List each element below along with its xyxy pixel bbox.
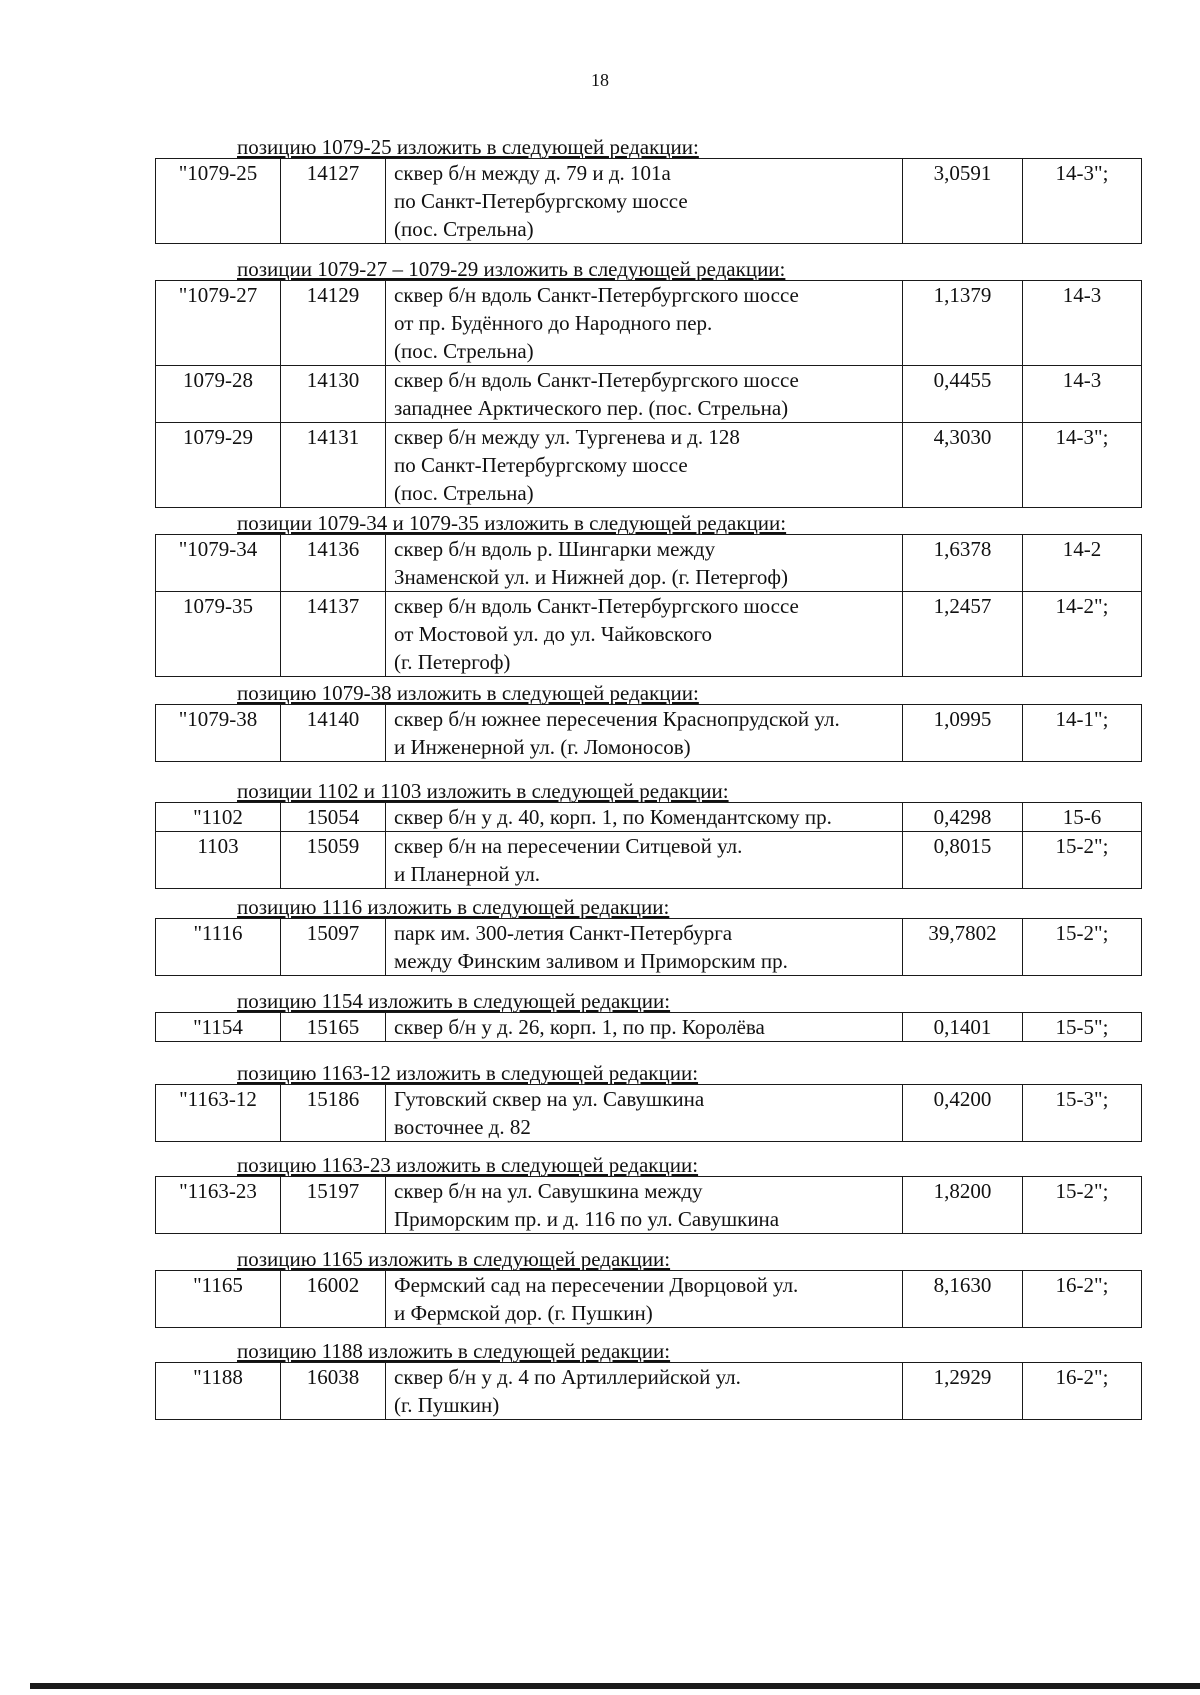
object-name-cell: [386, 803, 903, 832]
object-name-line: сквер б/н на ул. Савушкина между: [394, 1179, 703, 1203]
section-caption: позиции 1102 и 1103 изложить в следующей редакции:: [237, 779, 729, 803]
object-name-line: сквер б/н у д. 4 по Артиллерийской ул.: [394, 1365, 741, 1389]
object-name-line: парк им. 300-летия Санкт-Петербурга: [394, 921, 733, 945]
area-cell: 0,4200: [903, 1085, 1023, 1142]
object-name-line: западнее Арктического пер. (пос. Стрельна): [394, 396, 789, 420]
zone-cell: 14-3: [1023, 366, 1142, 423]
object-code-cell: 14130: [281, 366, 386, 423]
zone-cell: 15-2";: [1023, 832, 1142, 889]
amendment-section: [155, 1340, 1140, 1420]
object-name-line: сквер б/н южнее пересечения Краснопрудской ул.: [394, 707, 840, 731]
object-code-cell: 15054: [281, 803, 386, 832]
object-name-line: (пос. Стрельна): [394, 481, 534, 505]
page-number: 18: [591, 70, 609, 90]
position-number-cell: "1165: [156, 1271, 281, 1328]
position-number-cell: 1079-29: [156, 423, 281, 508]
object-name-line: по Санкт-Петербургскому шоссе: [394, 453, 688, 477]
amendment-section: [155, 682, 1140, 762]
object-name-line: Приморским пр. и д. 116 по ул. Савушкина: [394, 1207, 780, 1231]
object-name-line: (г. Пушкин): [394, 1393, 500, 1417]
amendment-table: [155, 802, 1142, 889]
zone-cell: 14-2";: [1023, 592, 1142, 677]
position-number-cell: "1154: [156, 1013, 281, 1042]
area-cell: 1,2457: [903, 592, 1023, 677]
object-code-cell: 16002: [281, 1271, 386, 1328]
object-name-cell: [386, 281, 903, 366]
section-caption: позиции 1079-27 – 1079-29 изложить в следующей редакции:: [237, 257, 786, 281]
position-number-cell: "1079-34: [156, 535, 281, 592]
object-name-line: сквер б/н вдоль Санкт-Петербургского шоссе: [394, 283, 799, 307]
table-row: [156, 423, 1142, 508]
object-code-cell: 14129: [281, 281, 386, 366]
zone-cell: 14-2: [1023, 535, 1142, 592]
table-row: [156, 535, 1142, 592]
object-name-line: сквер б/н вдоль Санкт-Петербургского шоссе: [394, 368, 799, 392]
object-name-cell: [386, 832, 903, 889]
amendment-table: [155, 704, 1142, 762]
area-cell: 0,8015: [903, 832, 1023, 889]
table-row: [156, 1085, 1142, 1142]
position-number-cell: 1103: [156, 832, 281, 889]
table-row: [156, 281, 1142, 366]
position-number-cell: "1079-38: [156, 705, 281, 762]
bottom-rule: [30, 1683, 1200, 1689]
amendment-section: [155, 512, 1140, 677]
table-row: [156, 1363, 1142, 1420]
amendment-table: [155, 280, 1142, 508]
amendment-section: [155, 1062, 1140, 1142]
object-name-cell: [386, 592, 903, 677]
object-code-cell: 15097: [281, 919, 386, 976]
section-caption: позицию 1163-12 изложить в следующей редакции:: [237, 1061, 699, 1085]
zone-cell: 16-2";: [1023, 1271, 1142, 1328]
section-caption: позицию 1079-25 изложить в следующей редакции:: [237, 135, 699, 159]
object-name-cell: [386, 1271, 903, 1328]
object-name-cell: [386, 919, 903, 976]
area-cell: 0,1401: [903, 1013, 1023, 1042]
position-number-cell: "1188: [156, 1363, 281, 1420]
area-cell: 1,1379: [903, 281, 1023, 366]
object-name-line: сквер б/н на пересечении Ситцевой ул.: [394, 834, 743, 858]
object-name-line: Знаменской ул. и Нижней дор. (г. Петергоф): [394, 565, 788, 589]
area-cell: 1,6378: [903, 535, 1023, 592]
table-row: [156, 366, 1142, 423]
object-name-line: (пос. Стрельна): [394, 339, 534, 363]
amendment-table: [155, 918, 1142, 976]
table-row: [156, 705, 1142, 762]
object-name-line: от Мостовой ул. до ул. Чайковского: [394, 622, 713, 646]
section-caption: позицию 1165 изложить в следующей редакции:: [237, 1247, 671, 1271]
amendment-section: [155, 136, 1140, 244]
object-name-line: восточнее д. 82: [394, 1115, 531, 1139]
object-name-line: и Планерной ул.: [394, 862, 541, 886]
object-code-cell: 14136: [281, 535, 386, 592]
object-code-cell: 14127: [281, 159, 386, 244]
table-row: [156, 832, 1142, 889]
object-code-cell: 15165: [281, 1013, 386, 1042]
zone-cell: 14-3: [1023, 281, 1142, 366]
section-caption: позицию 1188 изложить в следующей редакции:: [237, 1339, 671, 1363]
amendment-section: [155, 258, 1140, 508]
object-name-cell: [386, 423, 903, 508]
section-caption: позицию 1079-38 изложить в следующей редакции:: [237, 681, 699, 705]
amendment-table: [155, 1012, 1142, 1042]
section-caption: позицию 1154 изложить в следующей редакции:: [237, 989, 671, 1013]
zone-cell: 16-2";: [1023, 1363, 1142, 1420]
position-number-cell: "1163-23: [156, 1177, 281, 1234]
position-number-cell: "1163-12: [156, 1085, 281, 1142]
object-name-line: (г. Петергоф): [394, 650, 511, 674]
table-row: [156, 159, 1142, 244]
position-number-cell: "1079-25: [156, 159, 281, 244]
object-code-cell: 16038: [281, 1363, 386, 1420]
section-caption: позицию 1116 изложить в следующей редакции:: [237, 895, 670, 919]
table-row: [156, 592, 1142, 677]
amendment-table: [155, 1362, 1142, 1420]
zone-cell: 15-5";: [1023, 1013, 1142, 1042]
object-name-line: и Инженерной ул. (г. Ломоносов): [394, 735, 691, 759]
object-name-line: между Финским заливом и Приморским пр.: [394, 949, 788, 973]
object-name-cell: [386, 1085, 903, 1142]
area-cell: 39,7802: [903, 919, 1023, 976]
object-name-cell: [386, 366, 903, 423]
object-name-line: Гутовский сквер на ул. Савушкина: [394, 1087, 705, 1111]
object-code-cell: 15059: [281, 832, 386, 889]
zone-cell: 15-2";: [1023, 919, 1142, 976]
table-row: [156, 1271, 1142, 1328]
object-name-line: (пос. Стрельна): [394, 217, 534, 241]
amendment-table: [155, 534, 1142, 677]
object-name-line: сквер б/н у д. 40, корп. 1, по Комендантскому пр.: [394, 805, 832, 829]
table-row: [156, 803, 1142, 832]
object-name-line: по Санкт-Петербургскому шоссе: [394, 189, 688, 213]
amendment-table: [155, 1084, 1142, 1142]
amendment-table: [155, 1270, 1142, 1328]
amendment-section: [155, 896, 1140, 976]
object-name-line: от пр. Будённого до Народного пер.: [394, 311, 713, 335]
zone-cell: 14-1";: [1023, 705, 1142, 762]
zone-cell: 14-3";: [1023, 423, 1142, 508]
area-cell: 0,4455: [903, 366, 1023, 423]
zone-cell: 14-3";: [1023, 159, 1142, 244]
zone-cell: 15-2";: [1023, 1177, 1142, 1234]
object-name-line: сквер б/н вдоль Санкт-Петербургского шоссе: [394, 594, 799, 618]
object-code-cell: 14140: [281, 705, 386, 762]
amendment-table: [155, 1176, 1142, 1234]
object-code-cell: 14137: [281, 592, 386, 677]
table-row: [156, 1177, 1142, 1234]
area-cell: 4,3030: [903, 423, 1023, 508]
position-number-cell: "1102: [156, 803, 281, 832]
zone-cell: 15-3";: [1023, 1085, 1142, 1142]
area-cell: 1,2929: [903, 1363, 1023, 1420]
object-code-cell: 14131: [281, 423, 386, 508]
amendment-section: [155, 780, 1140, 889]
section-caption: позицию 1163-23 изложить в следующей редакции:: [237, 1153, 699, 1177]
object-name-line: сквер б/н между ул. Тургенева и д. 128: [394, 425, 740, 449]
amendment-section: [155, 1154, 1140, 1234]
object-name-cell: [386, 1013, 903, 1042]
object-name-line: сквер б/н у д. 26, корп. 1, по пр. Королёва: [394, 1015, 765, 1039]
amendment-table: [155, 158, 1142, 244]
position-number-cell: 1079-28: [156, 366, 281, 423]
section-caption: позиции 1079-34 и 1079-35 изложить в следующей редакции:: [237, 511, 787, 535]
object-name-line: сквер б/н между д. 79 и д. 101а: [394, 161, 671, 185]
position-number-cell: 1079-35: [156, 592, 281, 677]
object-code-cell: 15186: [281, 1085, 386, 1142]
area-cell: 8,1630: [903, 1271, 1023, 1328]
amendment-section: [155, 990, 1140, 1042]
table-row: [156, 1013, 1142, 1042]
object-name-line: сквер б/н вдоль р. Шингарки между: [394, 537, 716, 561]
position-number-cell: "1079-27: [156, 281, 281, 366]
area-cell: 3,0591: [903, 159, 1023, 244]
object-name-cell: [386, 535, 903, 592]
table-row: [156, 919, 1142, 976]
object-name-cell: [386, 1177, 903, 1234]
area-cell: 1,0995: [903, 705, 1023, 762]
object-name-cell: [386, 705, 903, 762]
zone-cell: 15-6: [1023, 803, 1142, 832]
object-name-line: и Фермской дор. (г. Пушкин): [394, 1301, 653, 1325]
object-name-line: Фермский сад на пересечении Дворцовой ул.: [394, 1273, 799, 1297]
object-name-cell: [386, 159, 903, 244]
amendment-section: [155, 1248, 1140, 1328]
area-cell: 0,4298: [903, 803, 1023, 832]
area-cell: 1,8200: [903, 1177, 1023, 1234]
position-number-cell: "1116: [156, 919, 281, 976]
object-code-cell: 15197: [281, 1177, 386, 1234]
object-name-cell: [386, 1363, 903, 1420]
